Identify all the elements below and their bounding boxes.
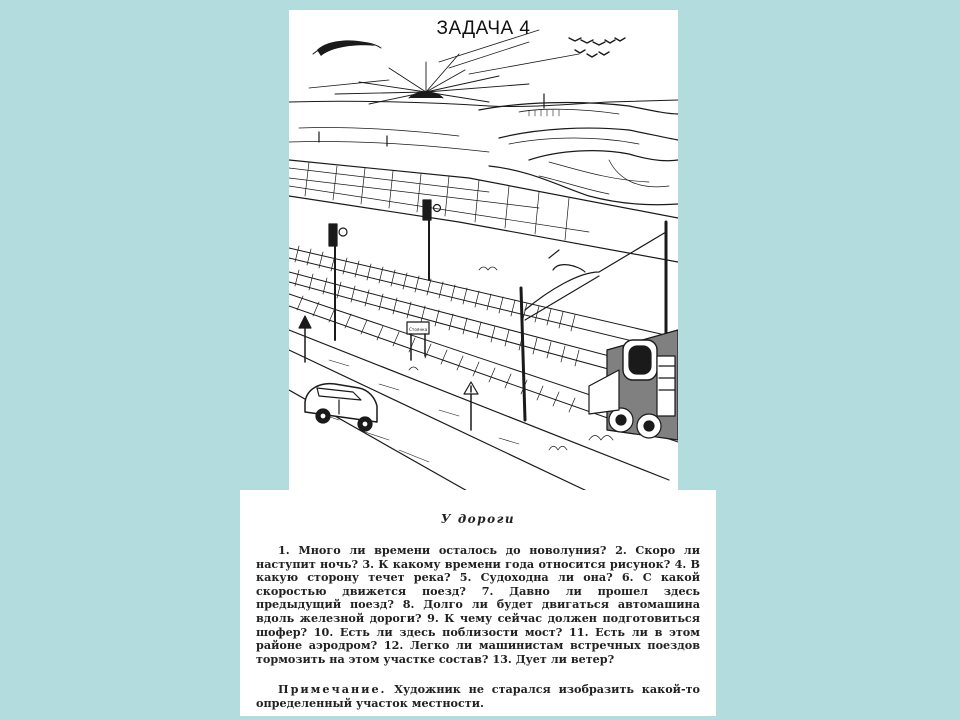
note-paragraph <box>256 683 700 710</box>
sun-icon <box>335 54 529 104</box>
questions-text: 1. Много ли времени осталось до новолуния? 2. Скоро ли наступит ночь? 3. К какому времени года относится рисунок? 4. В какую сторону течет река? 5. Судоходна ли она? 6. С какой скоростью движется поезд? 7. Давно ли прошел здесь предыдущий поезд? 8. Долго ли будет двигаться автомашина вдоль железной дороги? 9. К чему сейчас должен подготовиться шофер? 10. Есть ли здесь поблизости мост? 11. Есть ли в этом районе аэродром? 12. Легко ли машинистам встречных поездов тормозить на этом участке состав? 13. Дует ли ветер? <box>256 543 700 666</box>
illustration-panel <box>289 10 678 492</box>
section-heading: У дороги <box>440 512 516 526</box>
locomotive <box>589 330 678 440</box>
text-panel <box>240 490 716 716</box>
railway-signal-middle <box>423 200 441 280</box>
station-sign <box>407 322 429 360</box>
station-sign-text: Стоянка <box>409 327 428 332</box>
railway-drawing <box>289 10 678 492</box>
note-text: Художник не старался изобразить какой-то определенный участок местности. <box>256 682 700 710</box>
railway-signal-left <box>329 224 347 340</box>
task-title: ЗАДАЧА 4 <box>436 18 531 39</box>
car-icon <box>305 384 377 431</box>
warning-sign-right <box>464 382 478 430</box>
note-label: Примечание. <box>278 682 387 696</box>
